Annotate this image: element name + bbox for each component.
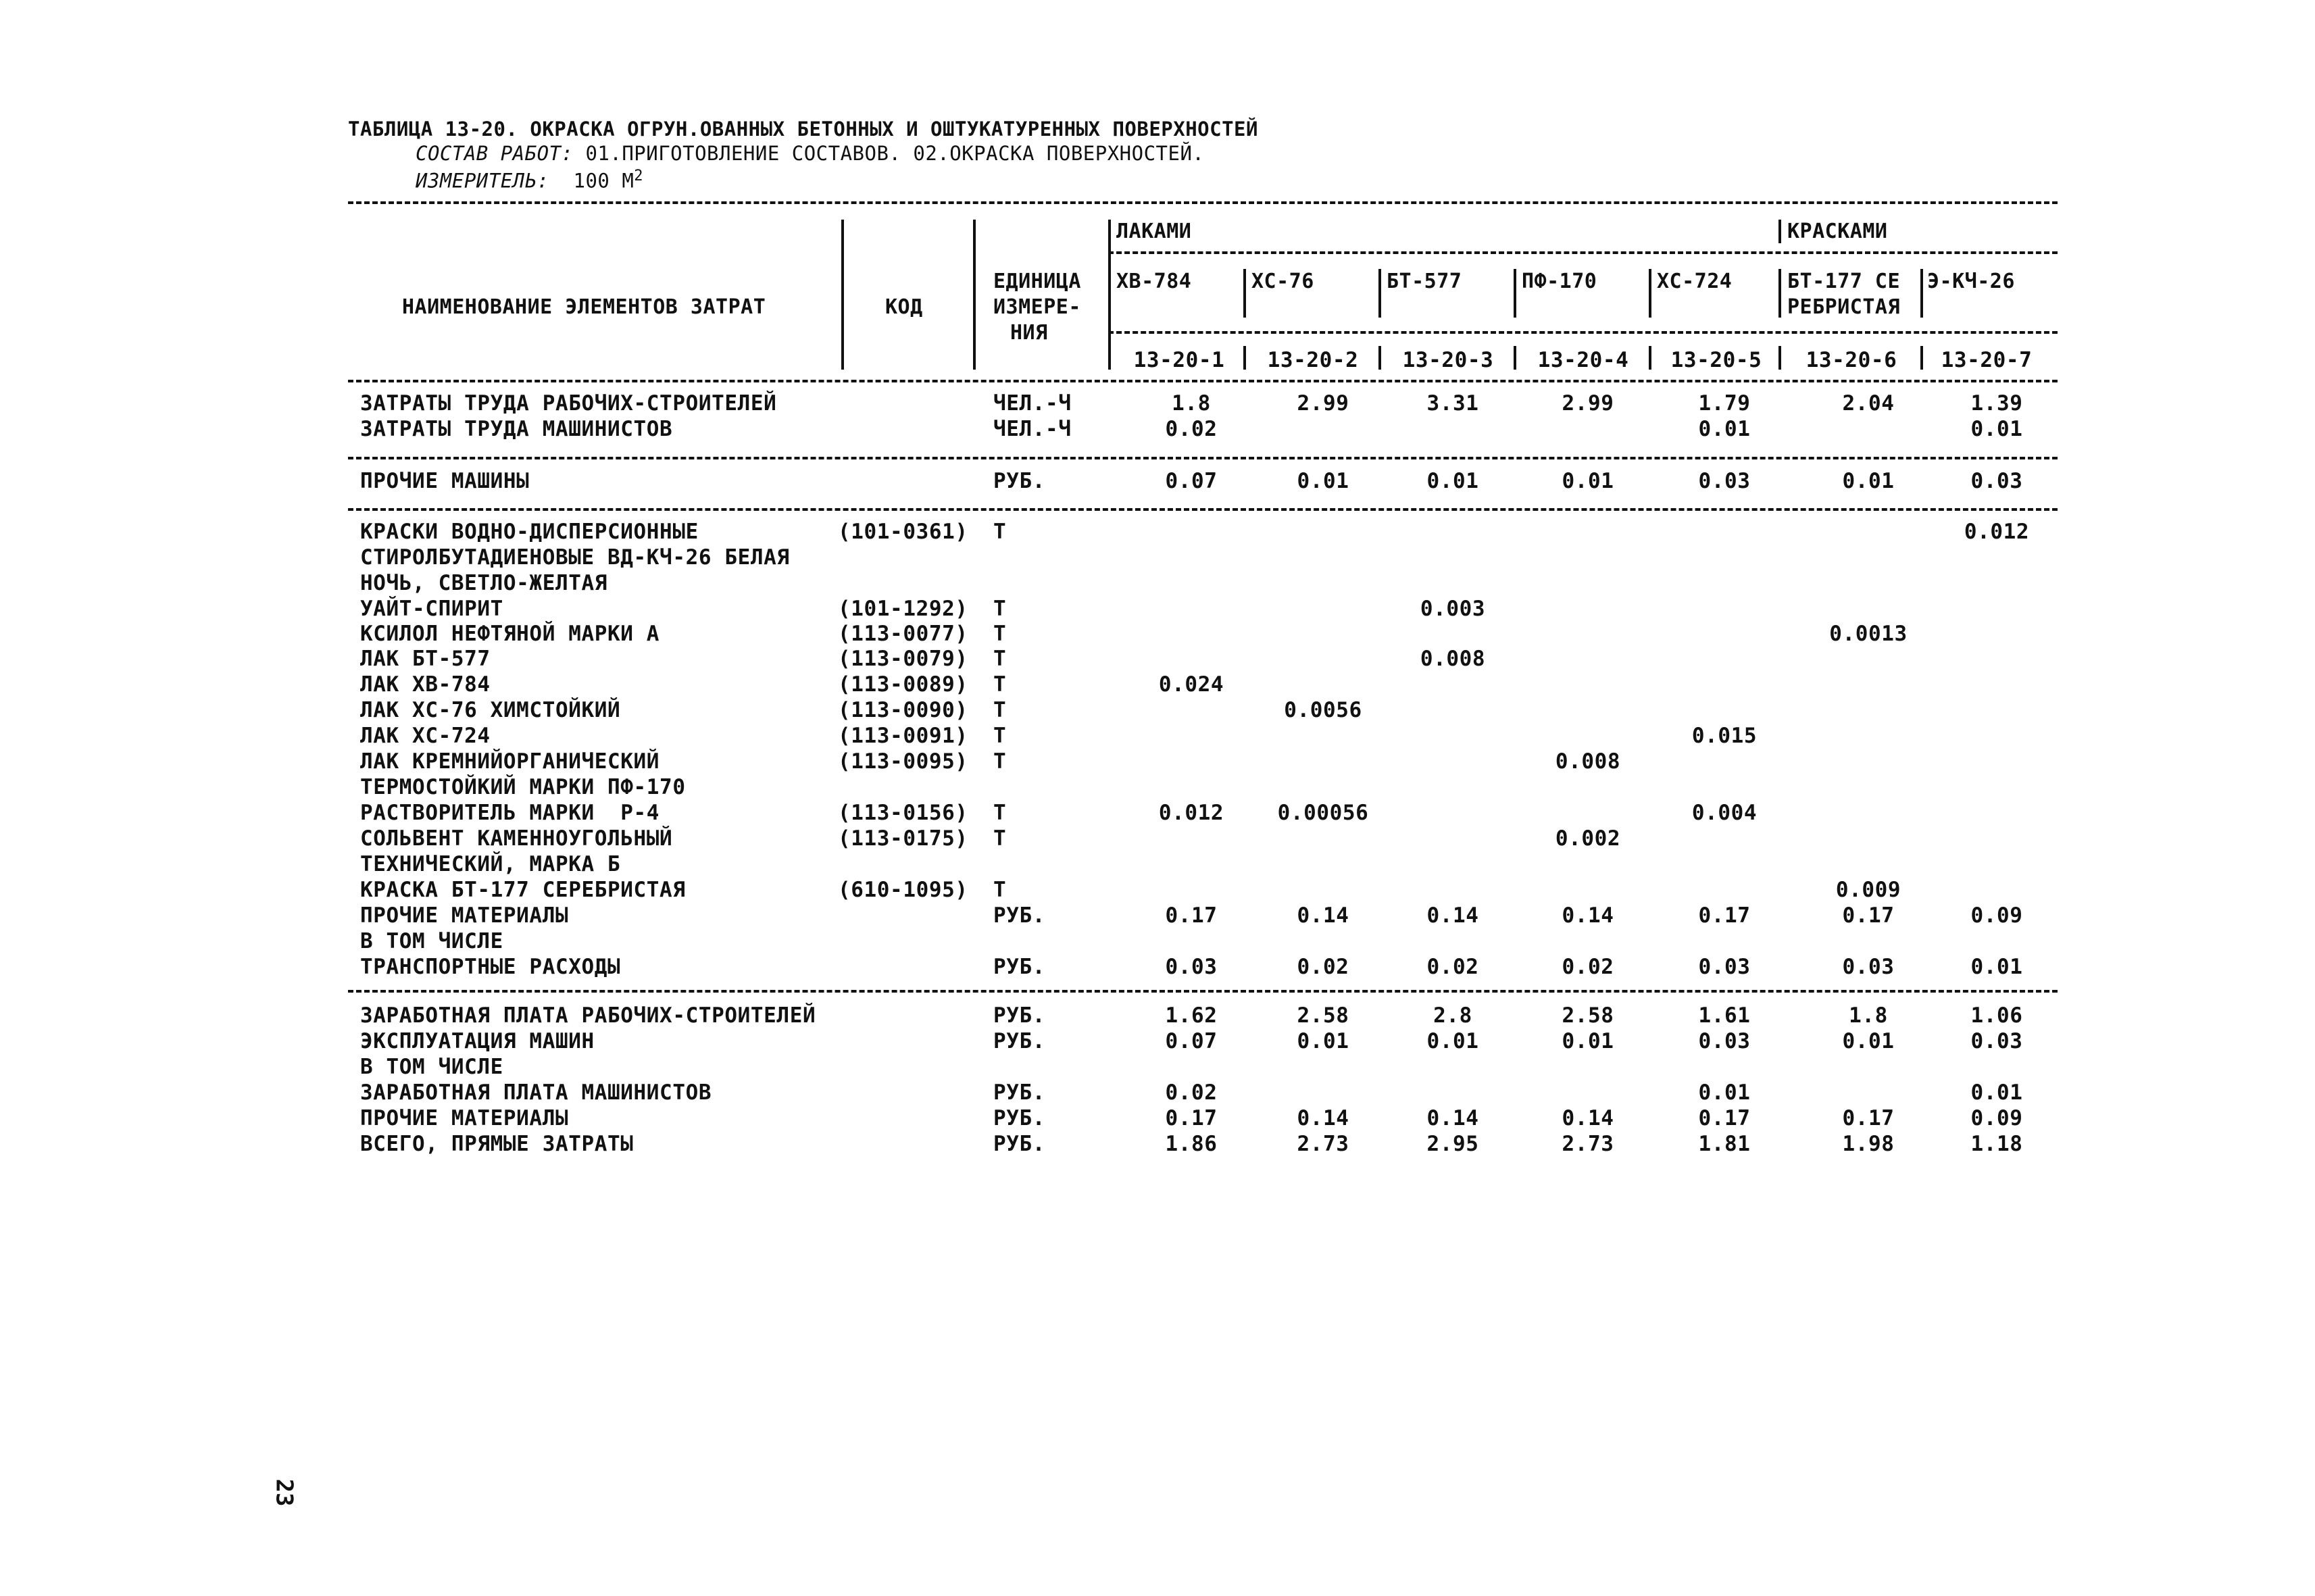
material-header-2: ХС-76 (1251, 270, 1314, 293)
rule-header-bottom (348, 380, 2058, 382)
row-name: ПРОЧИЕ МАТЕРИАЛЫ (360, 903, 569, 928)
row-value-col-4: 2.73 (1562, 1132, 1614, 1156)
rule-materials-bottom (348, 990, 2058, 993)
row-resource-code: (113-0156) (838, 801, 968, 825)
row-unit: Т (993, 520, 1007, 544)
row-name: В ТОМ ЧИСЛЕ (360, 929, 503, 953)
material-header-5: ХС-724 (1657, 270, 1733, 293)
row-name: ВСЕГО, ПРЯМЫЕ ЗАТРАТЫ (360, 1132, 634, 1156)
row-name: КРАСКИ ВОДНО-ДИСПЕРСИОННЫЕ (360, 520, 699, 544)
row-name: СТИРОЛБУТАДИЕНОВЫЕ ВД-КЧ-26 БЕЛАЯ (360, 545, 790, 570)
group-paint-header: КРАСКАМИ (1787, 220, 1888, 243)
row-name: ЗАРАБОТНАЯ ПЛАТА МАШИНИСТОВ (360, 1080, 712, 1105)
row-unit: Т (993, 724, 1007, 748)
row-value-col-1: 0.012 (1158, 801, 1224, 825)
vbar-code-4 (1649, 346, 1651, 370)
row-value-col-7: 0.012 (1964, 520, 2030, 544)
row-unit: Т (993, 622, 1007, 646)
composition-label: СОСТАВ РАБОТ: (416, 142, 574, 165)
row-value-col-6: 0.01 (1842, 469, 1895, 493)
row-name: ЗАРАБОТНАЯ ПЛАТА РАБОЧИХ-СТРОИТЕЛЕЙ (360, 1003, 816, 1028)
name-column-header: НАИМЕНОВАНИЕ ЭЛЕМЕНТОВ ЗАТРАТ (402, 295, 766, 319)
vbar-col5 (1649, 269, 1651, 318)
row-unit: РУБ. (993, 1106, 1046, 1130)
row-value-col-3: 0.01 (1426, 469, 1479, 493)
material-header-7: Э-КЧ-26 (1927, 270, 2015, 293)
row-value-col-3: 0.14 (1426, 1106, 1479, 1130)
row-name: ЗАТРАТЫ ТРУДА МАШИНИСТОВ (360, 417, 673, 441)
row-name: ПРОЧИЕ МАШИНЫ (360, 469, 530, 493)
row-name: НОЧЬ, СВЕТЛО-ЖЕЛТАЯ (360, 571, 608, 595)
row-unit: РУБ. (993, 955, 1046, 979)
row-name: ПРОЧИЕ МАТЕРИАЛЫ (360, 1106, 569, 1130)
row-unit: ЧЕЛ.-Ч (993, 391, 1072, 416)
row-unit: РУБ. (993, 1029, 1046, 1053)
vbar-col2 (1243, 269, 1246, 318)
row-value-col-4: 0.01 (1562, 469, 1614, 493)
row-resource-code: (113-0089) (838, 672, 968, 697)
row-name: ЛАК ХВ-784 (360, 672, 491, 697)
row-value-col-5: 0.015 (1691, 724, 1758, 748)
material-header-4: ПФ-170 (1522, 270, 1597, 293)
row-value-col-5: 1.79 (1698, 391, 1751, 416)
row-unit: РУБ. (993, 1003, 1046, 1028)
vbar-paint-group (1778, 220, 1781, 243)
row-value-col-5: 0.17 (1698, 1106, 1751, 1130)
norm-code-1: 13-20-1 (1133, 348, 1225, 372)
row-name: ЛАК КРЕМНИЙОРГАНИЧЕСКИЙ (360, 749, 660, 774)
row-value-col-3: 2.8 (1433, 1003, 1472, 1028)
row-unit: Т (993, 698, 1007, 722)
vbar-code-6 (1920, 346, 1923, 370)
norm-code-7: 13-20-7 (1941, 348, 2033, 372)
row-value-col-1: 0.17 (1165, 903, 1218, 928)
row-value-col-4: 0.14 (1562, 1106, 1614, 1130)
norm-code-2: 13-20-2 (1267, 348, 1359, 372)
vbar-name-code (841, 220, 844, 370)
row-value-col-1: 0.07 (1165, 1029, 1218, 1053)
row-value-col-6: 0.009 (1835, 878, 1901, 902)
row-value-col-3: 3.31 (1426, 391, 1479, 416)
row-resource-code: (101-0361) (838, 520, 968, 544)
row-value-col-5: 0.004 (1691, 801, 1758, 825)
row-name: ТРАНСПОРТНЫЕ РАСХОДЫ (360, 955, 621, 979)
row-value-col-7: 1.39 (1970, 391, 2023, 416)
row-name: ТЕРМОСТОЙКИЙ МАРКИ ПФ-170 (360, 775, 686, 799)
row-value-col-2: 2.58 (1297, 1003, 1349, 1028)
row-value-col-7: 1.18 (1970, 1132, 2023, 1156)
row-unit: Т (993, 647, 1007, 671)
row-unit: Т (993, 597, 1007, 621)
row-name: ЛАК ХС-724 (360, 724, 491, 748)
material-header-3: БТ-577 (1387, 270, 1462, 293)
row-value-col-2: 0.0056 (1284, 698, 1362, 722)
row-unit: РУБ. (993, 1132, 1046, 1156)
vbar-col3 (1378, 269, 1381, 318)
vbar-col6 (1778, 269, 1781, 318)
row-value-col-6: 0.17 (1842, 903, 1895, 928)
row-value-col-4: 0.14 (1562, 903, 1614, 928)
row-resource-code: (113-0095) (838, 749, 968, 774)
row-value-col-1: 0.17 (1165, 1106, 1218, 1130)
row-unit: Т (993, 878, 1007, 902)
row-value-col-1: 0.03 (1165, 955, 1218, 979)
vbar-col7 (1920, 269, 1923, 318)
row-value-col-7: 0.03 (1970, 1029, 2023, 1053)
row-name: В ТОМ ЧИСЛЕ (360, 1055, 503, 1079)
row-unit: Т (993, 672, 1007, 697)
code-column-header: КОД (885, 295, 923, 319)
meter-value: 100 М (573, 169, 634, 193)
row-value-col-6: 0.03 (1842, 955, 1895, 979)
row-value-col-5: 1.61 (1698, 1003, 1751, 1028)
row-value-col-4: 2.58 (1562, 1003, 1614, 1028)
row-name: КРАСКА БТ-177 СЕРЕБРИСТАЯ (360, 878, 686, 902)
vbar-code-unit (973, 220, 976, 370)
row-value-col-3: 0.008 (1420, 647, 1486, 671)
meter-line (416, 169, 643, 191)
row-value-col-2: 0.14 (1297, 1106, 1349, 1130)
composition-line (416, 144, 1204, 164)
row-unit: РУБ. (993, 469, 1046, 493)
row-value-col-6: 0.01 (1842, 1029, 1895, 1053)
row-value-col-3: 0.14 (1426, 903, 1479, 928)
row-value-col-4: 2.99 (1562, 391, 1614, 416)
row-value-col-5: 0.17 (1698, 903, 1751, 928)
row-value-col-3: 0.02 (1426, 955, 1479, 979)
vbar-code-2 (1378, 346, 1381, 370)
unit-column-header-1: ЕДИНИЦА (993, 270, 1081, 293)
row-value-col-7: 0.09 (1970, 1106, 2023, 1130)
row-value-col-4: 0.01 (1562, 1029, 1614, 1053)
row-name: КСИЛОЛ НЕФТЯНОЙ МАРКИ А (360, 622, 660, 646)
row-value-col-2: 2.99 (1297, 391, 1349, 416)
vbar-code-1 (1243, 346, 1246, 370)
row-name: ТЕХНИЧЕСКИЙ, МАРКА Б (360, 852, 621, 876)
norm-code-4: 13-20-4 (1537, 348, 1629, 372)
row-value-col-2: 0.02 (1297, 955, 1349, 979)
rule-top (348, 201, 2058, 204)
row-value-col-7: 0.01 (1970, 1080, 2023, 1105)
rule-code-split (1108, 331, 2058, 334)
row-value-col-5: 0.01 (1698, 1080, 1751, 1105)
row-unit: РУБ. (993, 903, 1046, 928)
row-name: ЭКСПЛУАТАЦИЯ МАШИН (360, 1029, 595, 1053)
composition-text: 01.ПРИГОТОВЛЕНИЕ СОСТАВОВ. 02.ОКРАСКА ПОВЕРХНОСТЕЙ. (585, 142, 1205, 165)
row-value-col-3: 2.95 (1426, 1132, 1479, 1156)
material-header-6-extra: РЕБРИСТАЯ (1787, 295, 1901, 319)
row-value-col-4: 0.002 (1555, 826, 1621, 851)
row-name: ЗАТРАТЫ ТРУДА РАБОЧИХ-СТРОИТЕЛЕЙ (360, 391, 777, 416)
row-unit: Т (993, 749, 1007, 774)
page-number: 23 (270, 1478, 298, 1507)
row-value-col-7: 1.06 (1970, 1003, 2023, 1028)
norm-code-5: 13-20-5 (1670, 348, 1762, 372)
row-value-col-1: 0.02 (1165, 417, 1218, 441)
row-name: УАЙТ-СПИРИТ (360, 597, 503, 621)
row-value-col-3: 0.003 (1420, 597, 1486, 621)
row-value-col-2: 0.14 (1297, 903, 1349, 928)
table-title: ТАБЛИЦА 13-20. ОКРАСКА ОГРУН.ОВАННЫХ БЕТОННЫХ И ОШТУКАТУРЕННЫХ ПОВЕРХНОСТЕЙ (348, 118, 1258, 141)
rule-labour-bottom (348, 457, 2058, 459)
vbar-col4 (1514, 269, 1516, 318)
row-unit: Т (993, 801, 1007, 825)
row-value-col-1: 1.62 (1165, 1003, 1218, 1028)
row-value-col-3: 0.01 (1426, 1029, 1479, 1053)
row-value-col-5: 0.03 (1698, 1029, 1751, 1053)
row-name: РАСТВОРИТЕЛЬ МАРКИ Р-4 (360, 801, 660, 825)
row-resource-code: (113-0091) (838, 724, 968, 748)
row-unit: Т (993, 826, 1007, 851)
row-value-col-1: 0.07 (1165, 469, 1218, 493)
material-header-6: БТ-177 СЕ (1787, 270, 1901, 293)
row-value-col-1: 1.8 (1172, 391, 1211, 416)
row-name: ЛАК БТ-577 (360, 647, 491, 671)
row-unit: РУБ. (993, 1080, 1046, 1105)
row-resource-code: (113-0090) (838, 698, 968, 722)
group-lacquer-header: ЛАКАМИ (1116, 220, 1192, 243)
row-value-col-2: 0.00056 (1277, 801, 1369, 825)
row-value-col-2: 0.01 (1297, 1029, 1349, 1053)
row-value-col-1: 1.86 (1165, 1132, 1218, 1156)
rule-machines-bottom (348, 508, 2058, 511)
row-value-col-2: 2.73 (1297, 1132, 1349, 1156)
vbar-code-3 (1514, 346, 1516, 370)
row-value-col-4: 0.008 (1555, 749, 1621, 774)
row-value-col-7: 0.01 (1970, 417, 2023, 441)
rule-group-split (1108, 251, 2058, 254)
unit-column-header-2: ИЗМЕРЕ- (993, 295, 1081, 319)
row-resource-code: (101-1292) (838, 597, 968, 621)
vbar-code-5 (1778, 346, 1781, 370)
row-value-col-7: 0.09 (1970, 903, 2023, 928)
row-value-col-5: 0.01 (1698, 417, 1751, 441)
row-name: ЛАК ХС-76 ХИМСТОЙКИЙ (360, 698, 621, 722)
row-value-col-6: 1.98 (1842, 1132, 1895, 1156)
row-value-col-6: 2.04 (1842, 391, 1895, 416)
row-value-col-5: 0.03 (1698, 469, 1751, 493)
meter-superscript: 2 (634, 168, 644, 184)
row-value-col-6: 0.17 (1842, 1106, 1895, 1130)
row-value-col-2: 0.01 (1297, 469, 1349, 493)
row-unit: ЧЕЛ.-Ч (993, 417, 1072, 441)
row-resource-code: (610-1095) (838, 878, 968, 902)
row-value-col-6: 0.0013 (1829, 622, 1908, 646)
row-value-col-7: 0.03 (1970, 469, 2023, 493)
norm-code-6: 13-20-6 (1806, 348, 1897, 372)
unit-column-header-3: НИЯ (1010, 321, 1048, 345)
row-value-col-5: 0.03 (1698, 955, 1751, 979)
norm-code-3: 13-20-3 (1402, 348, 1494, 372)
row-value-col-5: 1.81 (1698, 1132, 1751, 1156)
row-resource-code: (113-0079) (838, 647, 968, 671)
row-value-col-7: 0.01 (1970, 955, 2023, 979)
row-name: СОЛЬВЕНТ КАМЕННОУГОЛЬНЫЙ (360, 826, 673, 851)
row-resource-code: (113-0077) (838, 622, 968, 646)
row-resource-code: (113-0175) (838, 826, 968, 851)
row-value-col-1: 0.024 (1158, 672, 1224, 697)
material-header-1: ХВ-784 (1116, 270, 1192, 293)
meter-label: ИЗМЕРИТЕЛЬ: (416, 169, 549, 193)
row-value-col-1: 0.02 (1165, 1080, 1218, 1105)
row-value-col-6: 1.8 (1849, 1003, 1888, 1028)
vbar-unit-values (1108, 220, 1111, 370)
row-value-col-4: 0.02 (1562, 955, 1614, 979)
